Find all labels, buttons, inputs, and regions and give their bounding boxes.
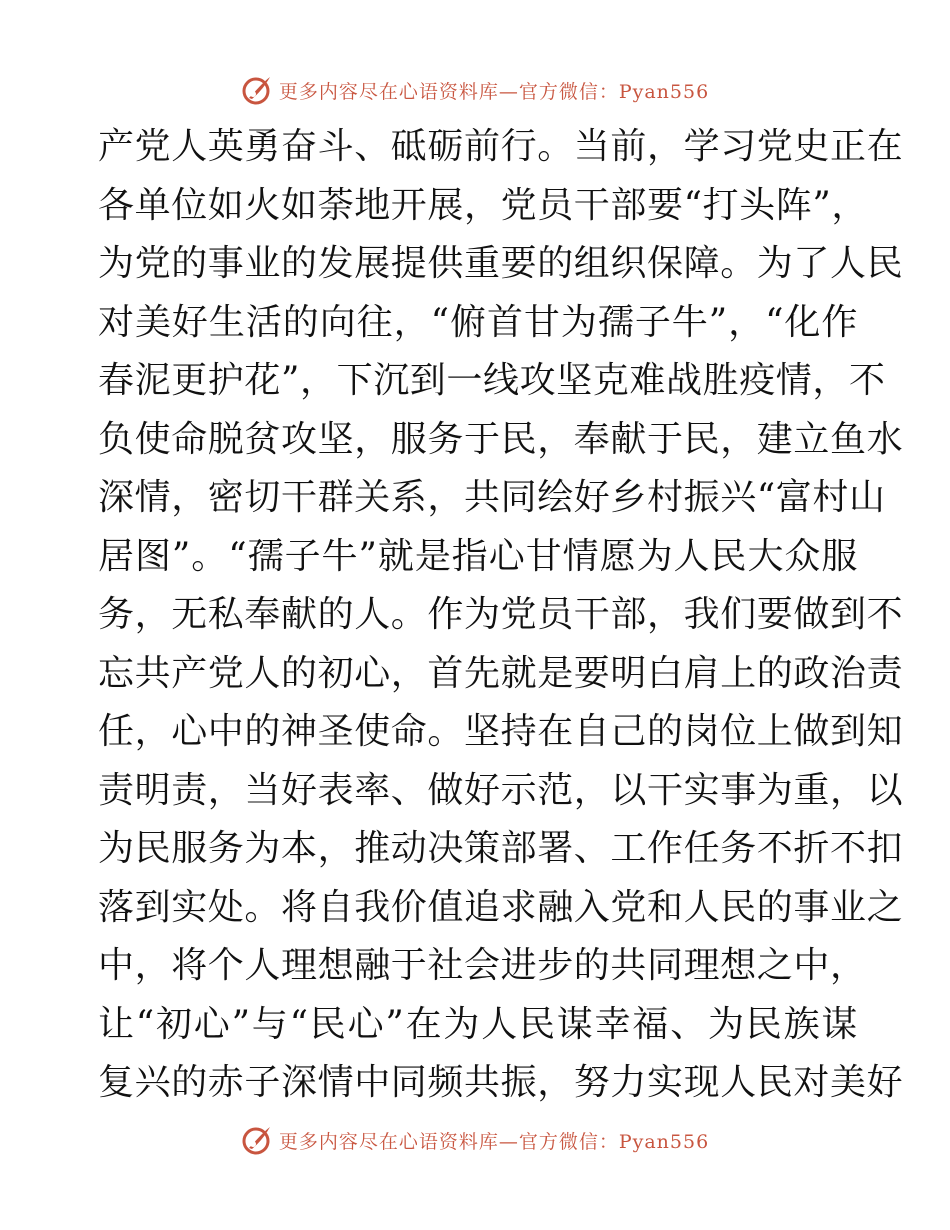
text-line: 责明责，当好表率、做好示范，以干实事为重，以 bbox=[98, 769, 904, 811]
quill-logo-icon bbox=[241, 74, 273, 106]
text-line: 任，心中的神圣使命。坚持在自己的岗位上做到知 bbox=[98, 711, 904, 752]
header-banner bbox=[0, 72, 950, 108]
quill-logo-icon bbox=[241, 1124, 273, 1156]
text-line: 为民服务为本，推动决策部署、工作任务不折不扣 bbox=[98, 828, 904, 869]
footer-banner bbox=[0, 1122, 950, 1158]
document-body bbox=[98, 118, 904, 1113]
text-line: 各单位如火如荼地开展，党员干部要“打头阵”， bbox=[98, 184, 869, 226]
text-line: 让“初心”与“民心”在为人民谋幸福、为民族谋 bbox=[98, 1003, 858, 1045]
header-banner-text: 更多内容尽在心语资料库—官方微信：Pyan556 bbox=[278, 80, 710, 103]
text-line: 务，无私奉献的人。作为党员干部，我们要做到不 bbox=[98, 594, 904, 635]
text-line: 深情，密切干群关系，共同绘好乡村振兴“富村山 bbox=[98, 477, 886, 518]
footer-banner-text: 更多内容尽在心语资料库—官方微信：Pyan556 bbox=[278, 1130, 710, 1153]
text-line: 对美好生活的向往，“俯首甘为孺子牛”，“化作 bbox=[98, 301, 858, 343]
text-line: 春泥更护花”，下沉到一线攻坚克难战胜疫情，不 bbox=[98, 360, 886, 401]
text-line: 负使命脱贫攻坚，服务于民，奉献于民，建立鱼水 bbox=[98, 418, 904, 460]
text-line: 居图”。“孺子牛”就是指心甘情愿为人民大众服 bbox=[98, 535, 858, 577]
text-line: 为党的事业的发展提供重要的组织保障。为了人民 bbox=[98, 243, 904, 284]
text-line: 忘共产党人的初心，首先就是要明白肩上的政治责 bbox=[98, 652, 904, 694]
text-line: 复兴的赤子深情中同频共振，努力实现人民对美好 bbox=[98, 1062, 904, 1103]
text-line: 落到实处。将自我价值追求融入党和人民的事业之 bbox=[98, 886, 904, 928]
text-line: 中，将个人理想融于社会进步的共同理想之中， bbox=[98, 945, 867, 986]
text-line: 产党人英勇奋斗、砥砺前行。当前，学习党史正在 bbox=[98, 126, 904, 167]
